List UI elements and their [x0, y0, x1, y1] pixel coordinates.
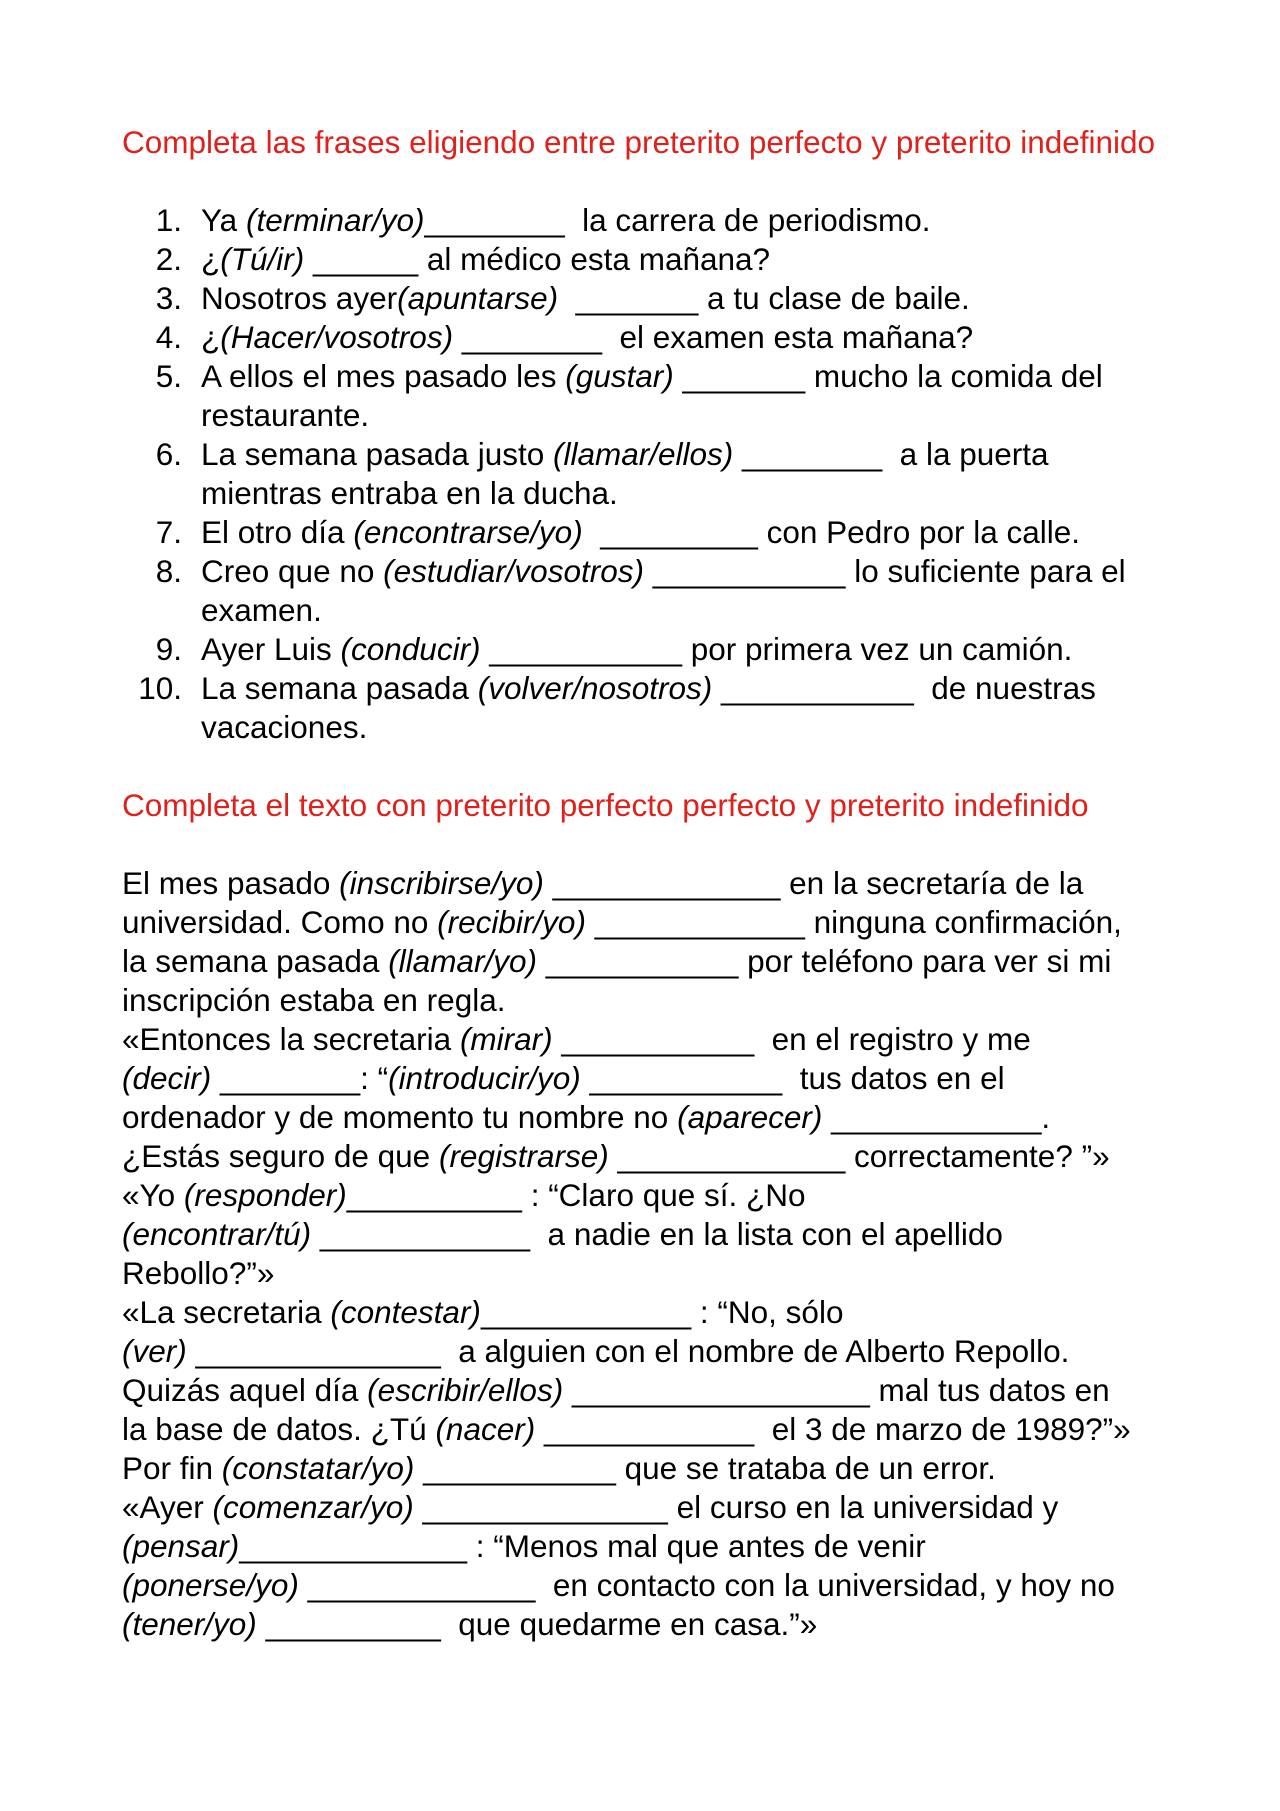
- verb-prompt: (encontrar/tú): [122, 1216, 312, 1252]
- text-segment: ___________ por teléfono para ver si mi: [536, 943, 1112, 979]
- text-segment: «Yo: [122, 1177, 184, 1213]
- item-continuation: mientras entraba en la ducha.: [201, 475, 618, 511]
- item-text: El otro día: [201, 514, 354, 550]
- item-text: ___________ de nuestras: [712, 670, 1096, 706]
- text-segment: inscripción estaba en regla.: [122, 982, 506, 1018]
- text-line: [122, 1254, 1172, 1293]
- text-segment: ____________ a nadie en la lista con el apellido: [311, 1216, 1003, 1252]
- text-line: [122, 1566, 1172, 1605]
- text-segment: __________ : “Claro que sí. ¿No: [346, 1177, 806, 1213]
- text-line: [122, 1020, 1172, 1059]
- verb-prompt: (inscribirse/yo): [339, 865, 544, 901]
- verb-prompt: (conducir): [340, 631, 481, 667]
- text-line: [122, 1137, 1172, 1176]
- verb-prompt: (ponerse/yo): [122, 1567, 299, 1603]
- text-line: [122, 1527, 1172, 1566]
- text-line: [122, 903, 1172, 942]
- section2-heading: Completa el texto con preterito perfecto perfecto y preterito indefinido: [122, 787, 1089, 823]
- text-segment: ______________ el curso en la universidad y: [413, 1489, 1059, 1525]
- text-segment: «Entonces la secretaria: [122, 1021, 460, 1057]
- text-segment: ___________ que se trataba de un error.: [414, 1450, 996, 1486]
- text-line: [122, 1605, 1172, 1644]
- item-text: ¿: [201, 319, 221, 355]
- text-segment: «Ayer: [122, 1489, 213, 1525]
- verb-prompt: (recibir/yo): [437, 904, 586, 940]
- item-text: ________ a la puerta: [733, 436, 1049, 472]
- text-segment: _________________ mal tus datos en: [563, 1372, 1110, 1408]
- text-line: [122, 1176, 1172, 1215]
- verb-prompt: (apuntarse): [397, 280, 559, 316]
- text-segment: _____________ en contacto con la universidad, y hoy no: [298, 1567, 1115, 1603]
- list-item: [122, 435, 1182, 513]
- item-continuation: vacaciones.: [201, 709, 368, 745]
- item-number: 10.: [138, 670, 182, 706]
- list-item: [122, 201, 1182, 240]
- text-line: [122, 1332, 1172, 1371]
- verb-prompt: (encontrarse/yo): [353, 514, 583, 550]
- text-line: [122, 1410, 1172, 1449]
- list-item: [122, 357, 1182, 435]
- item-continuation: restaurante.: [201, 397, 370, 433]
- section1-heading: Completa las frases eligiendo entre preterito perfecto y preterito indefinido: [122, 124, 1156, 160]
- item-text: A ellos el mes pasado les: [201, 358, 566, 394]
- text-line: [122, 1059, 1172, 1098]
- text-line: [122, 1098, 1172, 1137]
- text-line: [122, 1449, 1172, 1488]
- verb-prompt: (responder): [183, 1177, 347, 1213]
- item-continuation: examen.: [201, 592, 322, 628]
- item-text: La semana pasada justo: [201, 436, 553, 472]
- item-text: Creo que no: [201, 553, 384, 589]
- exercise-list: [122, 201, 1182, 747]
- text-segment: ordenador y de momento tu nombre no: [122, 1099, 678, 1135]
- verb-prompt: (tener/yo): [122, 1606, 257, 1642]
- text-segment: __________ que quedarme en casa.”»: [256, 1606, 818, 1642]
- text-line: [122, 1215, 1172, 1254]
- text-segment: universidad. Como no: [122, 904, 438, 940]
- item-text: _________ con Pedro por la calle.: [582, 514, 1081, 550]
- item-number: 6.: [155, 436, 182, 472]
- text-line: [122, 1488, 1172, 1527]
- verb-prompt: (escribir/ellos): [367, 1372, 564, 1408]
- item-number: 1.: [155, 202, 182, 238]
- text-line: [122, 1371, 1172, 1410]
- text-segment: El mes pasado: [122, 865, 340, 901]
- verb-prompt: (introducir/yo): [388, 1060, 581, 1096]
- text-segment: ¿Estás seguro de que: [122, 1138, 439, 1174]
- verb-prompt: (llamar/yo): [388, 943, 537, 979]
- verb-prompt: (constatar/yo): [221, 1450, 415, 1486]
- text-segment: _____________ : “Menos mal que antes de venir: [239, 1528, 926, 1564]
- text-line: [122, 864, 1172, 903]
- list-item: [122, 552, 1182, 630]
- verb-prompt: (gustar): [565, 358, 674, 394]
- item-text: ________ el examen esta mañana?: [453, 319, 974, 355]
- item-text: Ayer Luis: [201, 631, 341, 667]
- item-number: 4.: [155, 319, 182, 355]
- text-segment: ___________ tus datos en el: [580, 1060, 1005, 1096]
- item-number: 3.: [155, 280, 182, 316]
- verb-prompt: (estudiar/vosotros): [383, 553, 644, 589]
- verb-prompt: (mirar): [459, 1021, 553, 1057]
- verb-prompt: (Hacer/vosotros): [220, 319, 454, 355]
- verb-prompt: (ver): [122, 1333, 187, 1369]
- exercise-text: [122, 864, 1172, 1644]
- text-segment: la semana pasada: [122, 943, 389, 979]
- item-text: Ya: [201, 202, 246, 238]
- text-segment: la base de datos. ¿Tú: [122, 1411, 436, 1447]
- verb-prompt: (registrarse): [438, 1138, 609, 1174]
- verb-prompt: (pensar): [122, 1528, 240, 1564]
- list-item: [122, 513, 1182, 552]
- item-text: _______ mucho la comida del: [673, 358, 1103, 394]
- text-segment: ____________ ninguna confirmación,: [585, 904, 1122, 940]
- text-segment: ____________ : “No, sólo: [480, 1294, 844, 1330]
- text-segment: ___________ en el registro y me: [552, 1021, 1031, 1057]
- text-line: [122, 1293, 1172, 1332]
- item-number: 2.: [155, 241, 182, 277]
- text-segment: ______________ a alguien con el nombre de Alberto Repollo.: [186, 1333, 1070, 1369]
- item-text: Nosotros ayer: [201, 280, 398, 316]
- item-number: 8.: [155, 553, 182, 589]
- list-item: [122, 279, 1182, 318]
- verb-prompt: (aparecer): [677, 1099, 823, 1135]
- text-segment: _____________ correctamente? ”»: [608, 1138, 1110, 1174]
- text-line: [122, 981, 1172, 1020]
- text-segment: _____________ en la secretaría de la: [543, 865, 1084, 901]
- text-segment: ____________ el 3 de marzo de 1989?”»: [535, 1411, 1131, 1447]
- item-number: 5.: [155, 358, 182, 394]
- verb-prompt: (contestar): [330, 1294, 481, 1330]
- verb-prompt: (decir): [122, 1060, 212, 1096]
- item-number: 9.: [155, 631, 182, 667]
- text-segment: ________: “: [211, 1060, 389, 1096]
- item-number: 7.: [155, 514, 182, 550]
- item-text: ¿: [201, 241, 221, 277]
- text-segment: Quizás aquel día: [122, 1372, 368, 1408]
- text-line: [122, 942, 1172, 981]
- verb-prompt: (volver/nosotros): [477, 670, 713, 706]
- list-item: [122, 669, 1182, 747]
- verb-prompt: (nacer): [435, 1411, 536, 1447]
- item-text: ___________ lo suficiente para el: [643, 553, 1126, 589]
- verb-prompt: (comenzar/yo): [212, 1489, 414, 1525]
- text-segment: Por fin: [122, 1450, 222, 1486]
- item-text: ___________ por primera vez un camión.: [480, 631, 1073, 667]
- item-text: ________ la carrera de periodismo.: [424, 202, 931, 238]
- item-text: La semana pasada: [201, 670, 478, 706]
- list-item: [122, 240, 1182, 279]
- list-item: [122, 318, 1182, 357]
- text-segment: ____________.: [822, 1099, 1051, 1135]
- verb-prompt: (terminar/yo): [245, 202, 425, 238]
- text-segment: Rebollo?”»: [122, 1255, 275, 1291]
- verb-prompt: (Tú/ir): [220, 241, 305, 277]
- verb-prompt: (llamar/ellos): [553, 436, 734, 472]
- item-text: ______ al médico esta mañana?: [304, 241, 771, 277]
- text-segment: «La secretaria: [122, 1294, 331, 1330]
- list-item: [122, 630, 1182, 669]
- item-text: _______ a tu clase de baile.: [558, 280, 970, 316]
